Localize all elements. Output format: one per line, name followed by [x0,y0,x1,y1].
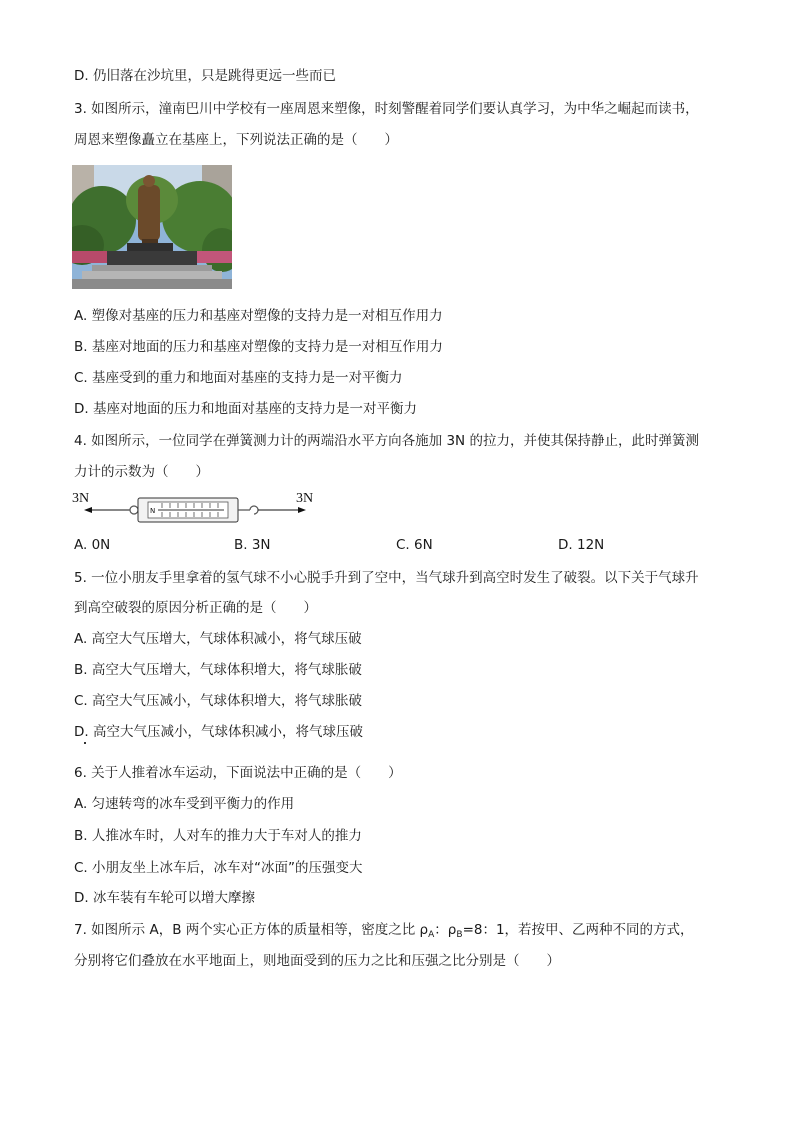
left-ring [130,506,138,514]
stray-dot [84,742,86,744]
right-hook [238,506,258,514]
q3-stem-line2: 周恩来塑像矗立在基座上，下列说法正确的是（ ） [74,132,398,148]
q6-option-c: C. 小朋友坐上冰车后，冰车对“冰面”的压强变大 [74,860,363,876]
q4-option-a: A. 0N [74,537,111,553]
q3-option-a: A. 塑像对基座的压力和基座对塑像的支持力是一对相互作用力 [74,308,443,324]
scale-unit-mark: N [150,507,156,515]
q4-stem-line2: 力计的示数为（ ） [74,464,209,480]
q5-stem-line1: 5. 一位小朋友手里拿着的氢气球不小心脱手升到了空中，当气球升到高空时发生了破裂。以下关于气球升 [74,570,699,586]
q4-option-d: D. 12N [558,537,605,553]
q6-option-b: B. 人推冰车时，人对车的推力大于车对人的推力 [74,828,362,844]
q5-stem-line2: 到高空破裂的原因分析正确的是（ ） [74,600,317,616]
q7-stem-part-b: ：ρ [434,922,457,938]
q7-stem-part-a: 7. 如图所示 A，B 两个实心正方体的质量相等，密度之比 ρ [74,922,429,938]
q3-option-d: D. 基座对地面的压力和地面对基座的支持力是一对平衡力 [74,401,417,417]
rho-a-subscript: A [428,930,435,940]
q7-stem-line2: 分别将它们叠放在水平地面上，则地面受到的压力之比和压强之比分别是（ ） [74,953,560,969]
statue-photo [72,165,232,289]
q7-stem-part-c: =8：1，若按甲、乙两种不同的方式， [462,922,694,938]
right-force-label: 3N [296,491,314,506]
q4-stem-line1: 4. 如图所示，一位同学在弹簧测力计的两端沿水平方向各施加 3N 的拉力，并使其保持静止，此时弹簧测 [74,433,699,449]
q3-option-b: B. 基座对地面的压力和基座对塑像的支持力是一对相互作用力 [74,339,443,355]
left-arrow-head [84,507,92,513]
q3-option-c: C. 基座受到的重力和地面对基座的支持力是一对平衡力 [74,370,403,386]
q6-option-d: D. 冰车装有车轮可以增大摩擦 [74,890,255,906]
q5-option-a: A. 高空大气压增大，气球体积减小，将气球压破 [74,631,362,647]
q6-stem: 6. 关于人推着冰车运动，下面说法中正确的是（ ） [74,765,402,781]
right-arrow-head [298,507,306,513]
spring-scale-figure [70,488,320,530]
q5-option-d: D. 高空大气压减小，气球体积减小，将气球压破 [74,724,363,740]
q2-option-d: D. 仍旧落在沙坑里，只是跳得更远一些而已 [74,68,336,84]
rho-b-subscript: B [456,930,463,940]
q6-option-a: A. 匀速转弯的冰车受到平衡力的作用 [74,796,295,812]
q5-option-c: C. 高空大气压减小，气球体积增大，将气球胀破 [74,693,363,709]
q4-option-b: B. 3N [234,537,271,553]
q5-option-b: B. 高空大气压增大，气球体积增大，将气球胀破 [74,662,362,678]
q7-stem-line1 [74,921,694,944]
q4-option-c: C. 6N [396,537,433,553]
left-force-label: 3N [72,491,90,506]
q3-stem-line1: 3. 如图所示，潼南巴川中学校有一座周恩来塑像，时刻警醒着同学们要认真学习，为中华之崛起而读书， [74,101,699,117]
